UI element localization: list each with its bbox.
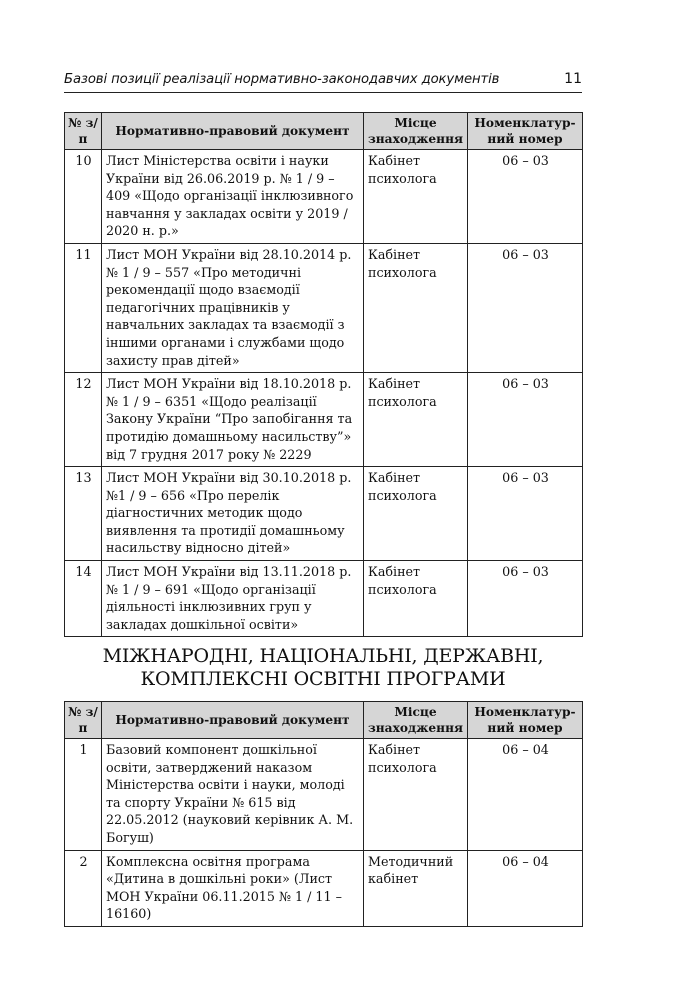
section-heading <box>64 645 582 691</box>
programs-table <box>64 701 583 927</box>
row-code: 06 – 04 <box>468 739 583 851</box>
row-number: 14 <box>65 561 102 637</box>
table-row <box>65 850 583 926</box>
table-row <box>65 243 583 372</box>
row-number: 11 <box>65 243 102 372</box>
row-location: Кабінет психолога <box>364 739 468 851</box>
header-nomenclature: Номенклатур-ний номер <box>468 113 583 150</box>
page-number: 11 <box>564 71 582 87</box>
running-title: Базові позиції реалізації нормативно-законодавчих документів <box>64 72 500 87</box>
row-document: Лист МОН України від 30.10.2018 р. №1 / 9 – 656 «Про перелік діагностичних методик щодо виявлення та протидії домашньому насильству відносно дітей» <box>102 467 364 561</box>
row-code: 06 – 03 <box>468 467 583 561</box>
row-number: 10 <box>65 150 102 244</box>
row-location: Кабінет психолога <box>364 561 468 637</box>
row-code: 06 – 03 <box>468 561 583 637</box>
row-document: Лист МОН України від 13.11.2018 р. № 1 / 9 – 691 «Щодо організації діяльності інклюзивних груп у закладах дошкільної освіти» <box>102 561 364 637</box>
row-code: 06 – 03 <box>468 150 583 244</box>
row-location: Кабінет психолога <box>364 150 468 244</box>
row-code: 06 – 03 <box>468 373 583 467</box>
row-location: Кабінет психолога <box>364 243 468 372</box>
row-document: Лист МОН України від 28.10.2014 р. № 1 / 9 – 557 «Про методичні рекомендації щодо взаємодії педагогічних працівників у навчальних закладах та взаємодії з іншими органами і службами щодо захисту прав дітей» <box>102 243 364 372</box>
header-nomenclature: Номенклатур-ний номер <box>468 702 583 739</box>
header-location: Місце знаходження <box>364 113 468 150</box>
row-number: 13 <box>65 467 102 561</box>
row-number: 2 <box>65 850 102 926</box>
row-number: 1 <box>65 739 102 851</box>
section-heading-line-1: МІЖНАРОДНІ, НАЦІОНАЛЬНІ, ДЕРЖАВНІ, <box>102 645 544 667</box>
header-document: Нормативно-правовий документ <box>102 702 364 739</box>
table-row <box>65 373 583 467</box>
row-document: Лист МОН України від 18.10.2018 р. № 1 / 9 – 6351 «Щодо реалізації Закону України “Про запобігання та протидію домашньому насильству”» від 7 грудня 2017 року № 2229 <box>102 373 364 467</box>
header-document: Нормативно-правовий документ <box>102 113 364 150</box>
table-header-row <box>65 113 583 150</box>
row-location: Кабінет психолога <box>364 467 468 561</box>
row-document: Лист Міністерства освіти і науки України від 26.06.2019 р. № 1 / 9 – 409 «Щодо організації інклюзивного навчання у закладах освіти у 2019 / 2020 н. р.» <box>102 150 364 244</box>
table-row <box>65 739 583 851</box>
row-code: 06 – 04 <box>468 850 583 926</box>
table-row <box>65 150 583 244</box>
row-number: 12 <box>65 373 102 467</box>
documents-table <box>64 112 583 637</box>
header-location: Місце знаходження <box>364 702 468 739</box>
section-heading-line-2: КОМПЛЕКСНІ ОСВІТНІ ПРОГРАМИ <box>140 668 506 690</box>
table-row <box>65 561 583 637</box>
header-number: № з/п <box>65 113 102 150</box>
table-row <box>65 467 583 561</box>
row-location: Кабінет психолога <box>364 373 468 467</box>
row-location: Методичний кабінет <box>364 850 468 926</box>
running-header <box>64 72 582 93</box>
row-code: 06 – 03 <box>468 243 583 372</box>
row-document: Комплексна освітня програма «Дитина в дошкільні роки» (Лист МОН України 06.11.2015 № 1 / 11 – 16160) <box>102 850 364 926</box>
table-header-row <box>65 702 583 739</box>
row-document: Базовий компонент дошкільної освіти, затверджений наказом Міністерства освіти і науки, молоді та спорту України № 615 від 22.05.2012 (науковий керівник А. М. Богуш) <box>102 739 364 851</box>
header-number: № з/п <box>65 702 102 739</box>
